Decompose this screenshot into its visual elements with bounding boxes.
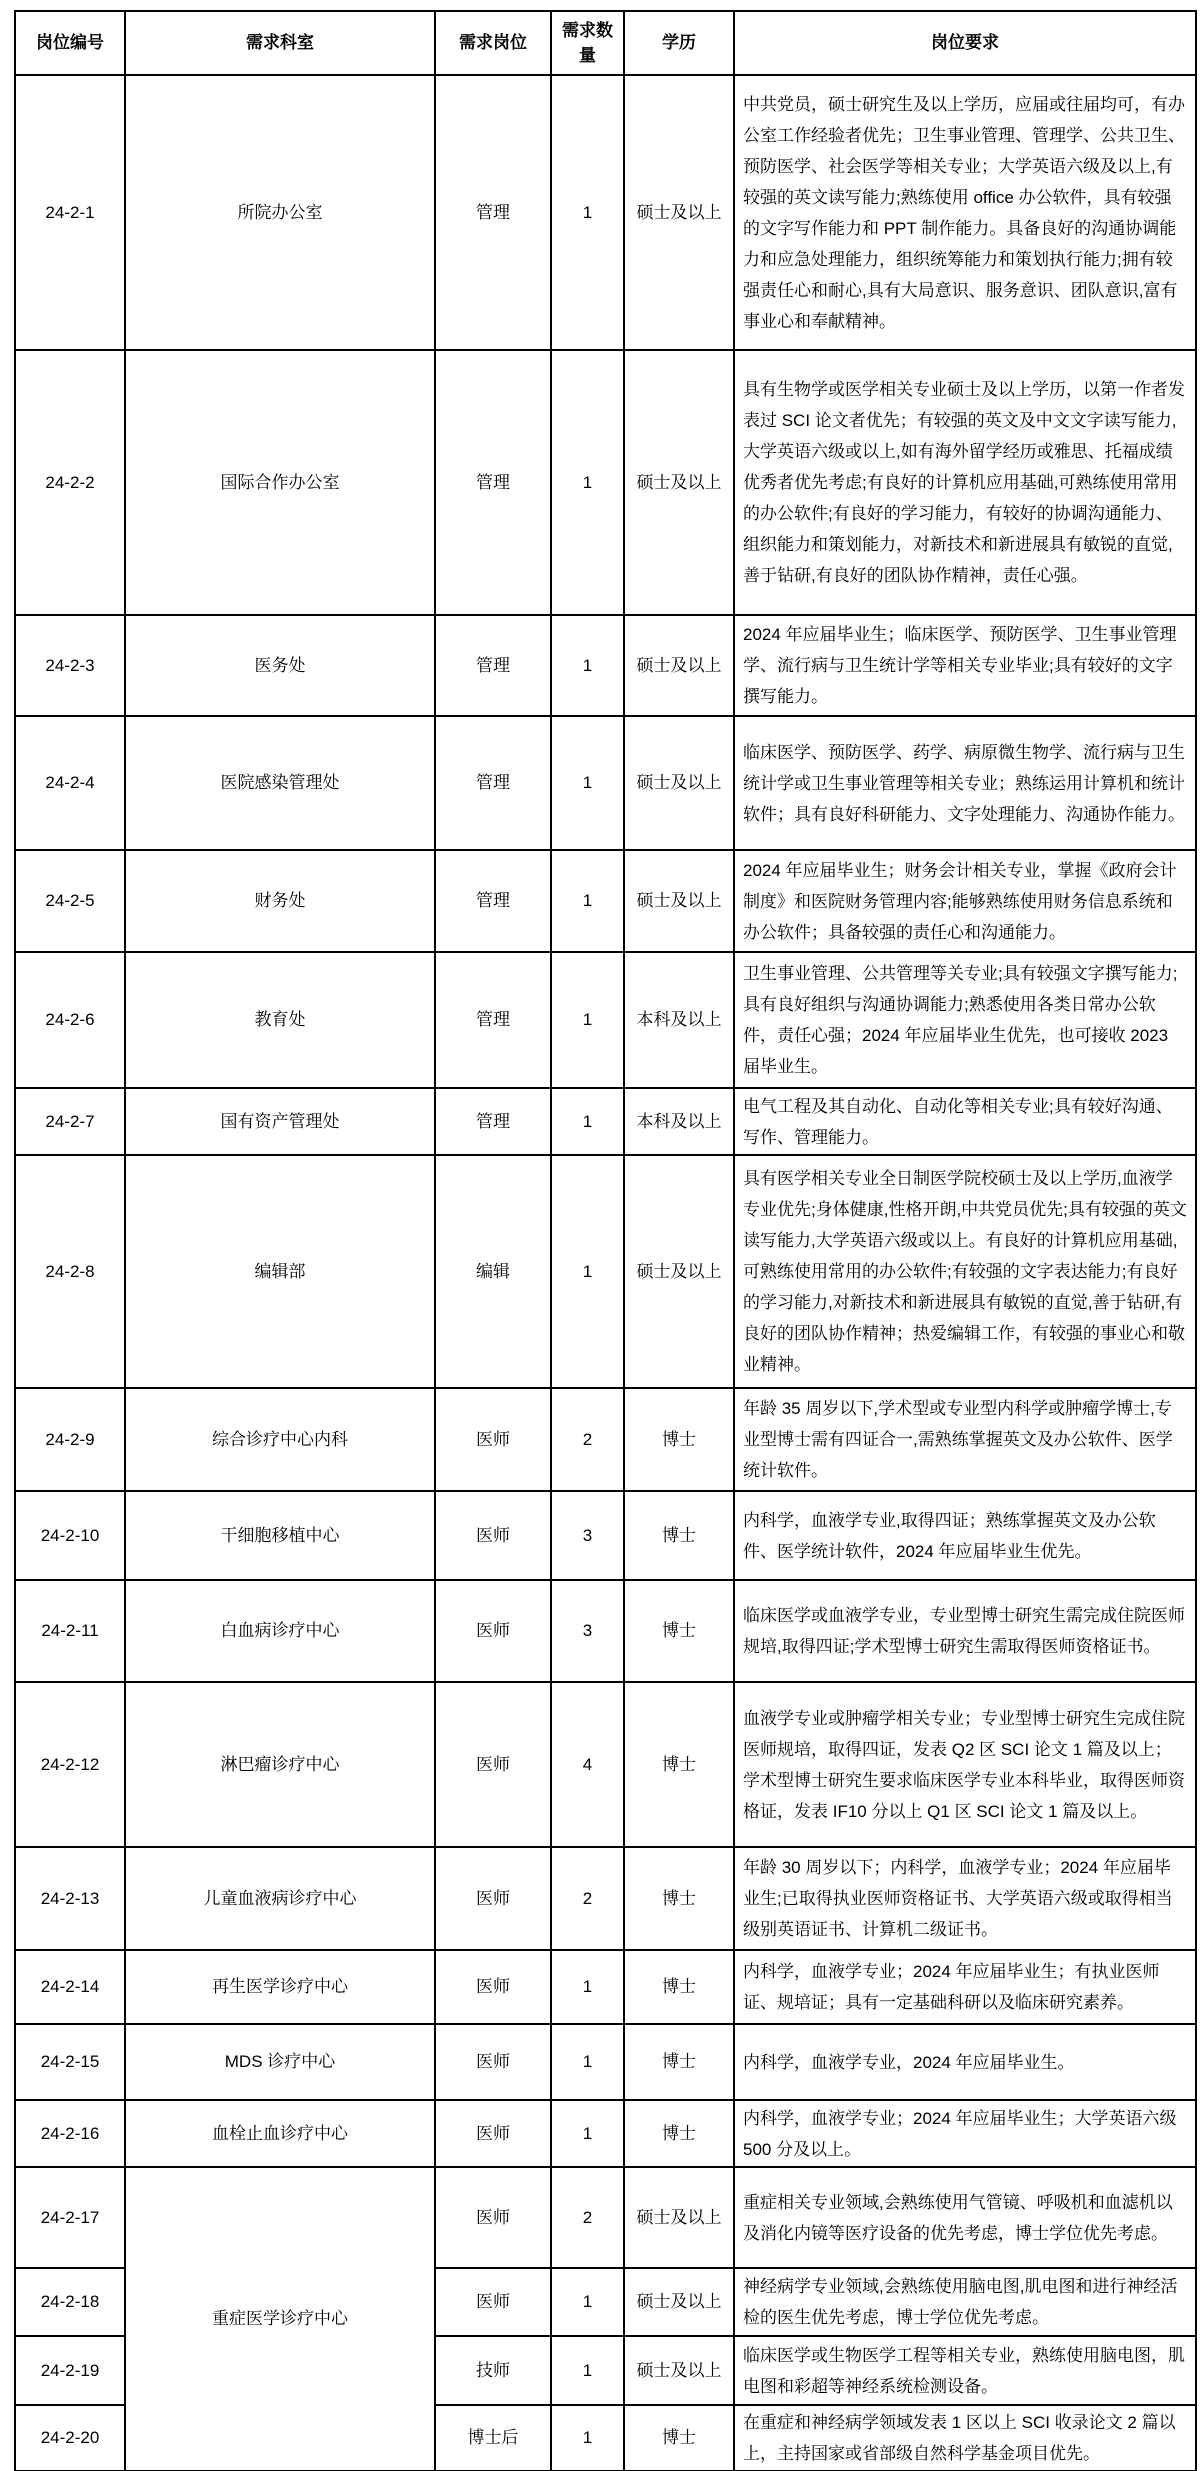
cell-department: 医务处 xyxy=(125,615,435,716)
col-header-position-id: 岗位编号 xyxy=(15,11,125,75)
cell-count: 1 xyxy=(551,1950,624,2024)
cell-requirements: 内科学，血液学专业；2024 年应届毕业生；大学英语六级 500 分及以上。 xyxy=(734,2100,1196,2167)
cell-position-id: 24-2-20 xyxy=(15,2405,125,2471)
table-body xyxy=(15,75,1196,2471)
cell-requirements: 内科学，血液学专业,取得四证；熟练掌握英文及办公软件、医学统计软件，2024 年应届毕业生优先。 xyxy=(734,1491,1196,1580)
cell-position-id: 24-2-6 xyxy=(15,952,125,1088)
table-row xyxy=(15,716,1196,850)
table-row xyxy=(15,1682,1196,1847)
cell-department: 干细胞移植中心 xyxy=(125,1491,435,1580)
cell-position-id: 24-2-10 xyxy=(15,1491,125,1580)
table-row xyxy=(15,350,1196,615)
cell-education: 博士 xyxy=(624,2100,734,2167)
cell-position-id: 24-2-13 xyxy=(15,1847,125,1950)
cell-position-id: 24-2-15 xyxy=(15,2024,125,2100)
cell-requirements: 在重症和神经病学领域发表 1 区以上 SCI 收录论文 2 篇以上，主持国家或省部级自然科学基金项目优先。 xyxy=(734,2405,1196,2471)
cell-position: 管理 xyxy=(435,75,551,350)
header-row xyxy=(15,11,1196,75)
cell-department: 教育处 xyxy=(125,952,435,1088)
cell-position-id: 24-2-3 xyxy=(15,615,125,716)
table-row xyxy=(15,1950,1196,2024)
table-row xyxy=(15,1088,1196,1155)
cell-department: 白血病诊疗中心 xyxy=(125,1580,435,1682)
table-row xyxy=(15,2167,1196,2268)
cell-requirements: 具有生物学或医学相关专业硕士及以上学历，以第一作者发表过 SCI 论文者优先；有较强的英文及中文文字读写能力,大学英语六级或以上,如有海外留学经历或雅思、托福成绩优秀者优先考虑;有良好的计算机应用基础,可熟练使用常用的办公软件;有良好的学习能力，有较好的协调沟通能力、组织能力和策划能力，对新技术和新进展具有敏锐的直觉,善于钻研,有良好的团队协作精神，责任心强。 xyxy=(734,350,1196,615)
cell-education: 博士 xyxy=(624,1847,734,1950)
cell-position: 管理 xyxy=(435,850,551,952)
cell-requirements: 临床医学或血液学专业，专业型博士研究生需完成住院医师规培,取得四证;学术型博士研究生需取得医师资格证书。 xyxy=(734,1580,1196,1682)
cell-position: 医师 xyxy=(435,2167,551,2268)
cell-position-id: 24-2-9 xyxy=(15,1388,125,1491)
cell-requirements: 血液学专业或肿瘤学相关专业；专业型博士研究生完成住院医师规培，取得四证，发表 Q2 区 SCI 论文 1 篇及以上；学术型博士研究生要求临床医学专业本科毕业，取得医师资格证，发表 IF10 分以上 Q1 区 SCI 论文 1 篇及以上。 xyxy=(734,1682,1196,1847)
cell-position: 医师 xyxy=(435,1580,551,1682)
cell-count: 1 xyxy=(551,2405,624,2471)
cell-position-id: 24-2-2 xyxy=(15,350,125,615)
cell-count: 1 xyxy=(551,716,624,850)
cell-count: 1 xyxy=(551,350,624,615)
cell-education: 硕士及以上 xyxy=(624,2167,734,2268)
cell-count: 1 xyxy=(551,1088,624,1155)
cell-requirements: 内科学，血液学专业，2024 年应届毕业生。 xyxy=(734,2024,1196,2100)
cell-department: 综合诊疗中心内科 xyxy=(125,1388,435,1491)
cell-requirements: 电气工程及其自动化、自动化等相关专业;具有较好沟通、写作、管理能力。 xyxy=(734,1088,1196,1155)
cell-position: 博士后 xyxy=(435,2405,551,2471)
cell-position: 编辑 xyxy=(435,1155,551,1388)
cell-position-id: 24-2-5 xyxy=(15,850,125,952)
cell-position: 医师 xyxy=(435,1682,551,1847)
cell-requirements: 2024 年应届毕业生；临床医学、预防医学、卫生事业管理学、流行病与卫生统计学等相关专业毕业;具有较好的文字撰写能力。 xyxy=(734,615,1196,716)
table-row xyxy=(15,952,1196,1088)
cell-education: 博士 xyxy=(624,1682,734,1847)
cell-position: 医师 xyxy=(435,2268,551,2336)
cell-count: 1 xyxy=(551,1155,624,1388)
cell-department: MDS 诊疗中心 xyxy=(125,2024,435,2100)
cell-position: 医师 xyxy=(435,1388,551,1491)
table-row xyxy=(15,75,1196,350)
cell-count: 1 xyxy=(551,952,624,1088)
table-row xyxy=(15,1847,1196,1950)
cell-education: 硕士及以上 xyxy=(624,716,734,850)
cell-count: 1 xyxy=(551,2336,624,2405)
table-row xyxy=(15,615,1196,716)
cell-education: 博士 xyxy=(624,1388,734,1491)
cell-count: 2 xyxy=(551,1847,624,1950)
cell-education: 博士 xyxy=(624,2024,734,2100)
table-row xyxy=(15,1155,1196,1388)
cell-count: 2 xyxy=(551,1388,624,1491)
cell-count: 1 xyxy=(551,615,624,716)
cell-education: 硕士及以上 xyxy=(624,2268,734,2336)
cell-education: 硕士及以上 xyxy=(624,1155,734,1388)
table-row xyxy=(15,2024,1196,2100)
table-header xyxy=(15,11,1196,75)
cell-department: 儿童血液病诊疗中心 xyxy=(125,1847,435,1950)
cell-count: 1 xyxy=(551,2100,624,2167)
cell-position: 医师 xyxy=(435,1950,551,2024)
cell-requirements: 年龄 35 周岁以下,学术型或专业型内科学或肿瘤学博士,专业型博士需有四证合一,需熟练掌握英文及办公软件、医学统计软件。 xyxy=(734,1388,1196,1491)
cell-position-id: 24-2-1 xyxy=(15,75,125,350)
cell-position: 管理 xyxy=(435,716,551,850)
cell-education: 硕士及以上 xyxy=(624,850,734,952)
cell-education: 博士 xyxy=(624,1580,734,1682)
cell-position-id: 24-2-16 xyxy=(15,2100,125,2167)
cell-count: 1 xyxy=(551,75,624,350)
cell-count: 2 xyxy=(551,2167,624,2268)
col-header-department: 需求科室 xyxy=(125,11,435,75)
cell-department: 淋巴瘤诊疗中心 xyxy=(125,1682,435,1847)
cell-department: 血栓止血诊疗中心 xyxy=(125,2100,435,2167)
cell-position: 管理 xyxy=(435,1088,551,1155)
cell-requirements: 内科学，血液学专业；2024 年应届毕业生；有执业医师证、规培证；具有一定基础科研以及临床研究素养。 xyxy=(734,1950,1196,2024)
cell-requirements: 卫生事业管理、公共管理等关专业;具有较强文字撰写能力;具有良好组织与沟通协调能力;熟悉使用各类日常办公软件，责任心强；2024 年应届毕业生优先，也可接收 2023 届毕业生。 xyxy=(734,952,1196,1088)
cell-requirements: 临床医学、预防医学、药学、病原微生物学、流行病与卫生统计学或卫生事业管理等相关专业；熟练运用计算机和统计软件；具有良好科研能力、文字处理能力、沟通协作能力。 xyxy=(734,716,1196,850)
cell-position-id: 24-2-14 xyxy=(15,1950,125,2024)
cell-position-id: 24-2-7 xyxy=(15,1088,125,1155)
cell-position: 医师 xyxy=(435,1491,551,1580)
cell-position: 管理 xyxy=(435,350,551,615)
cell-requirements: 具有医学相关专业全日制医学院校硕士及以上学历,血液学专业优先;身体健康,性格开朗,中共党员优先;具有较强的英文读写能力,大学英语六级或以上。有良好的计算机应用基础,可熟练使用常用的办公软件;有较强的文字表达能力;有良好的学习能力,对新技术和新进展具有敏锐的直觉,善于钻研,有良好的团队协作精神；热爱编辑工作，有较强的事业心和敬业精神。 xyxy=(734,1155,1196,1388)
table-row xyxy=(15,850,1196,952)
positions-table xyxy=(14,10,1197,2471)
cell-education: 硕士及以上 xyxy=(624,350,734,615)
cell-position-id: 24-2-18 xyxy=(15,2268,125,2336)
table-row xyxy=(15,1388,1196,1491)
cell-department: 财务处 xyxy=(125,850,435,952)
cell-department: 所院办公室 xyxy=(125,75,435,350)
cell-position: 医师 xyxy=(435,1847,551,1950)
cell-department: 医院感染管理处 xyxy=(125,716,435,850)
cell-education: 本科及以上 xyxy=(624,1088,734,1155)
cell-requirements: 重症相关专业领域,会熟练使用气管镜、呼吸机和血滤机以及消化内镜等医疗设备的优先考虑，博士学位优先考虑。 xyxy=(734,2167,1196,2268)
col-header-education: 学历 xyxy=(624,11,734,75)
cell-requirements: 神经病学专业领域,会熟练使用脑电图,肌电图和进行神经活检的医生优先考虑，博士学位优先考虑。 xyxy=(734,2268,1196,2336)
cell-education: 博士 xyxy=(624,2405,734,2471)
cell-position: 技师 xyxy=(435,2336,551,2405)
cell-education: 博士 xyxy=(624,1491,734,1580)
cell-requirements: 2024 年应届毕业生；财务会计相关专业，掌握《政府会计制度》和医院财务管理内容;能够熟练使用财务信息系统和办公软件；具备较强的责任心和沟通能力。 xyxy=(734,850,1196,952)
cell-education: 硕士及以上 xyxy=(624,2336,734,2405)
cell-position: 医师 xyxy=(435,2024,551,2100)
cell-position: 管理 xyxy=(435,952,551,1088)
table-row xyxy=(15,1580,1196,1682)
cell-position-id: 24-2-8 xyxy=(15,1155,125,1388)
cell-department: 重症医学诊疗中心 xyxy=(125,2167,435,2471)
cell-department: 再生医学诊疗中心 xyxy=(125,1950,435,2024)
cell-position: 医师 xyxy=(435,2100,551,2167)
cell-education: 硕士及以上 xyxy=(624,75,734,350)
cell-position-id: 24-2-11 xyxy=(15,1580,125,1682)
cell-position-id: 24-2-4 xyxy=(15,716,125,850)
col-header-requirements: 岗位要求 xyxy=(734,11,1196,75)
cell-requirements: 年龄 30 周岁以下；内科学，血液学专业；2024 年应届毕业生;已取得执业医师资格证书、大学英语六级或取得相当级别英语证书、计算机二级证书。 xyxy=(734,1847,1196,1950)
cell-department: 国有资产管理处 xyxy=(125,1088,435,1155)
cell-count: 4 xyxy=(551,1682,624,1847)
cell-count: 3 xyxy=(551,1491,624,1580)
cell-count: 3 xyxy=(551,1580,624,1682)
cell-department: 编辑部 xyxy=(125,1155,435,1388)
cell-requirements: 临床医学或生物医学工程等相关专业，熟练使用脑电图，肌电图和彩超等神经系统检测设备。 xyxy=(734,2336,1196,2405)
cell-position: 管理 xyxy=(435,615,551,716)
cell-count: 1 xyxy=(551,2268,624,2336)
col-header-count: 需求数量 xyxy=(551,11,624,75)
cell-position-id: 24-2-19 xyxy=(15,2336,125,2405)
cell-position-id: 24-2-17 xyxy=(15,2167,125,2268)
cell-education: 博士 xyxy=(624,1950,734,2024)
table-row xyxy=(15,1491,1196,1580)
cell-count: 1 xyxy=(551,850,624,952)
table-row xyxy=(15,2100,1196,2167)
cell-requirements: 中共党员，硕士研究生及以上学历，应届或往届均可，有办公室工作经验者优先；卫生事业管理、管理学、公共卫生、预防医学、社会医学等相关专业；大学英语六级及以上,有较强的英文读写能力;熟练使用 office 办公软件，具有较强的文字写作能力和 PPT 制作能力。具备良好的沟通协调能力和应急处理能力，组织统筹能力和策划执行能力;拥有较强责任心和耐心,具有大局意识、服务意识、团队意识,富有事业心和奉献精神。 xyxy=(734,75,1196,350)
col-header-position: 需求岗位 xyxy=(435,11,551,75)
cell-position-id: 24-2-12 xyxy=(15,1682,125,1847)
cell-department: 国际合作办公室 xyxy=(125,350,435,615)
cell-education: 硕士及以上 xyxy=(624,615,734,716)
cell-education: 本科及以上 xyxy=(624,952,734,1088)
cell-count: 1 xyxy=(551,2024,624,2100)
